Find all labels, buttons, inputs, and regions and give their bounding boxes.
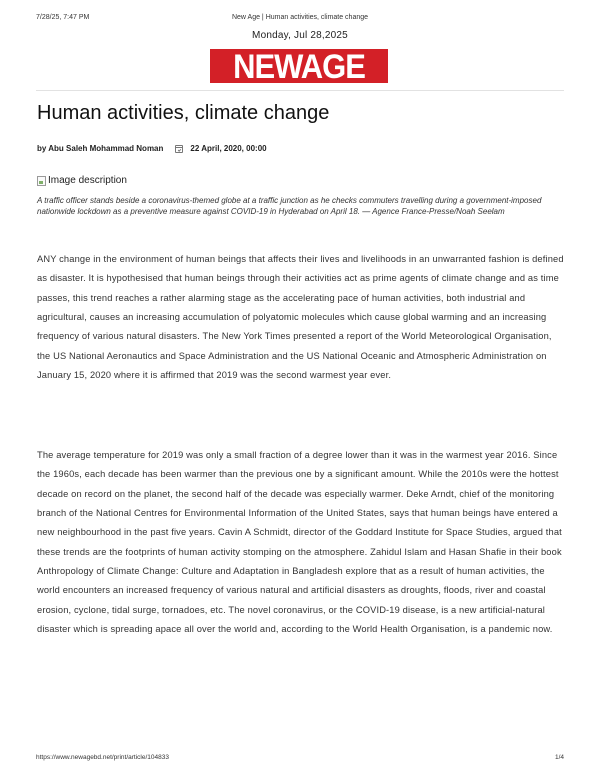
publish-date: 22 April, 2020, 00:00 xyxy=(190,144,267,153)
logo-text: NEWAGE xyxy=(233,49,365,83)
newage-logo[interactable] xyxy=(210,49,388,83)
print-header xyxy=(36,14,564,26)
author-name: by Abu Saleh Mohammad Noman xyxy=(37,144,164,153)
header-divider xyxy=(36,90,564,91)
print-footer xyxy=(36,754,564,761)
image-caption: A traffic officer stands beside a coronavirus-themed globe at a traffic junction as he checks commuters travelling during a government-imposed nationwide lockdown as a preventive measure against COVID-19 in Hyderabad on April 18. — Agence France-Presse/Noah Seelam xyxy=(37,196,542,216)
page-number: 1/4 xyxy=(554,754,564,761)
article-paragraph: The average temperature for 2019 was only a small fraction of a degree lower than it was in the warmest year 2016. Since the 1960s, each decade has been warmer than the previous one by a significant amount. While the 2010s were the hottest decade on record on the planet, the second half of the decade was especially warmer. Deke Arndt, chief of the monitoring branch of the National Centres for Environmental Information of the United States, says that human beings have entered a new neighbourhood in the past five years. Cavin A Schmidt, director of the Goddard Institute for Space Studies, argued that these trends are the footprints of human activity stomping on the atmosphere. Zahidul Islam and Hasan Shafie in their book Anthropology of Climate Change: Culture and Adaptation in Bangladesh explore that as a result of human activities, the world encounters an increased frequency of various natural and artificial disasters as droughts, floods, river and coastal erosion, cyclone, tidal surge, tornadoes, etc. The novel coronavirus, or the COVID-19 disease, is a new artificial-natural disaster which is spreading apace all over the world and, according to the World Health Organisation, is a pandemic now. xyxy=(37,450,562,635)
article-image xyxy=(37,175,127,186)
byline xyxy=(37,144,267,153)
print-page-title: New Age | Human activities, climate change xyxy=(231,14,369,21)
article-title: Human activities, climate change xyxy=(37,102,330,124)
print-url[interactable]: https://www.newagebd.net/print/article/104833 xyxy=(36,754,169,761)
article-paragraph: ANY change in the environment of human beings that affects their lives and livelihoods in an unwarranted fashion is defined as disaster. It is hypothesised that human beings through their activities act as prime agents of climate change and as time passes, this trend reaches a rather alarming stage as the accelerating pace of human activities, both industrial and agricultural, causes an increasing accumulation of polyatomic molecules which cause global warming and an increasing frequency of various natural disasters. The New York Times presented a report of the World Meteorological Organisation, the US National Aeronautics and Space Administration and the US National Oceanic and Atmospheric Administration on January 15, 2020 where it is affirmed that 2019 was the second warmest year ever. xyxy=(37,254,564,381)
image-alt-text: Image description xyxy=(48,175,127,186)
calendar-icon xyxy=(175,145,183,153)
broken-image-icon xyxy=(37,176,46,186)
print-datetime: 7/28/25, 7:47 PM xyxy=(36,14,90,21)
masthead-date: Monday, Jul 28,2025 xyxy=(252,30,348,41)
